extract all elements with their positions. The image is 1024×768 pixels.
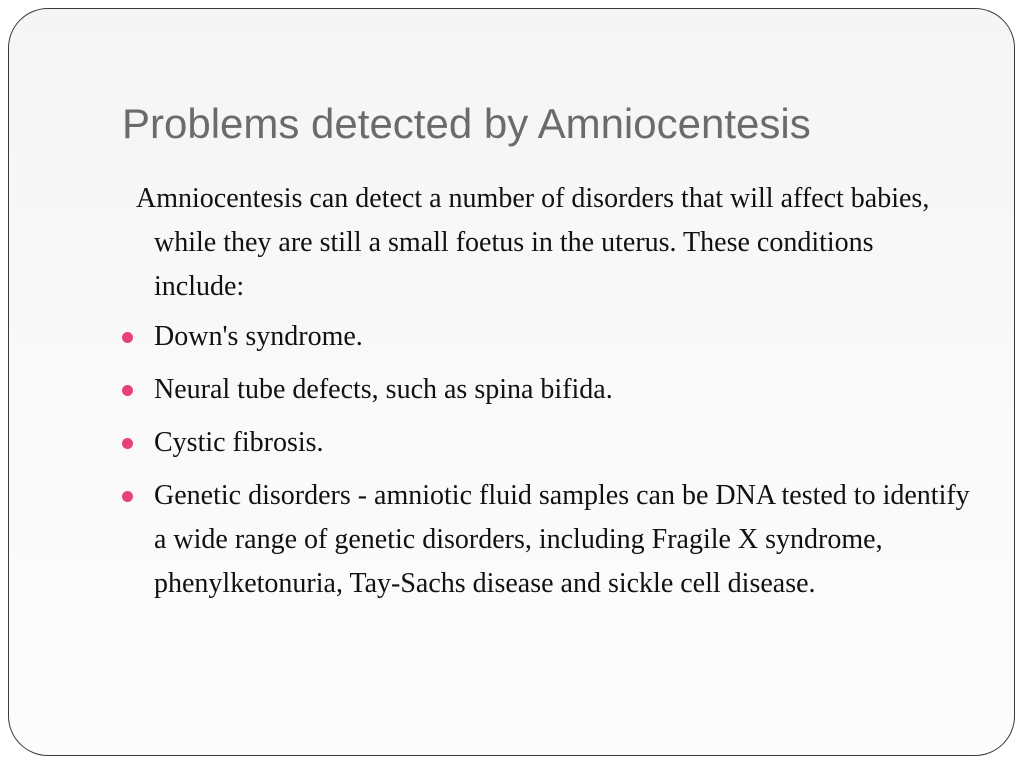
slide-frame (8, 8, 1015, 756)
bullet-item-genetic-disorders (122, 474, 982, 606)
bullet-text: Genetic disorders - amniotic fluid samples can be DNA tested to identify a wide range of genetic disorders, including Fragile X syndrome, phenylketonuria, Tay-Sachs disease and sickle cell disease. (154, 480, 970, 599)
bullet-item-down-syndrome (122, 315, 982, 359)
bullet-text: Down's syndrome. (154, 321, 363, 352)
bullet-item-neural-tube-defects (122, 368, 982, 412)
bullet-dot-icon (122, 438, 133, 449)
bullet-text: Neural tube defects, such as spina bifida. (154, 374, 613, 405)
bullet-list (122, 315, 982, 606)
intro-paragraph: Amniocentesis can detect a number of disorders that will affect babies, while they are still a small foetus in the uterus. These conditions include: (136, 183, 930, 302)
slide-title: Problems detected by Amniocentesis (122, 100, 811, 147)
bullet-dot-icon (122, 332, 133, 343)
bullet-dot-icon (122, 385, 133, 396)
slide-body (122, 177, 982, 615)
bullet-text: Cystic fibrosis. (154, 427, 324, 458)
bullet-dot-icon (122, 491, 133, 502)
bullet-item-cystic-fibrosis (122, 421, 982, 465)
